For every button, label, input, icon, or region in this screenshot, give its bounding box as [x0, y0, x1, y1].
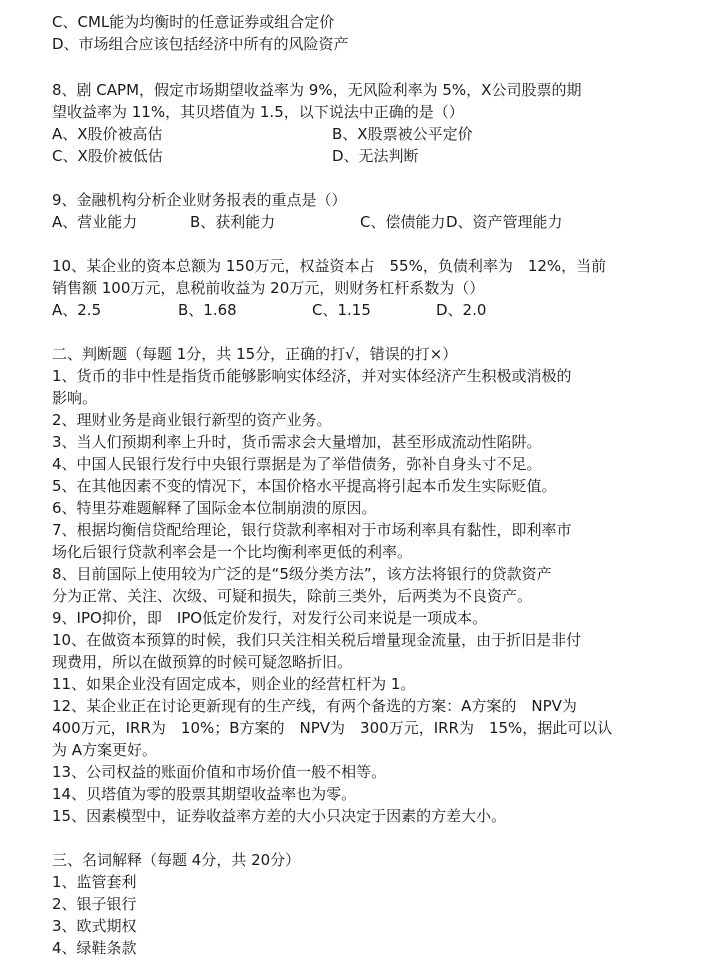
tf-line: 400万元，IRR为 10%；B方案的 NPV为 300万元，IRR为 15%，据此可以认: [52, 719, 613, 737]
tf-line: 现费用，所以在做预算的时候可疑忽略折旧。: [52, 653, 353, 671]
term-item: 4、绿鞋条款: [52, 939, 137, 957]
q8-option-c: C、X股价被低估: [52, 147, 163, 165]
tf-line: 15、因素模型中，证券收益率方差的大小只决定于因素的方差大小。: [52, 807, 507, 825]
tf-line: 影响。: [52, 389, 98, 407]
q9-option-a: A、营业能力: [52, 213, 138, 231]
q10-option-a: A、2.5: [52, 301, 102, 319]
tf-line: 场化后银行贷款利率会是一个比均衡利率更低的利率。: [52, 543, 413, 561]
q8-stem-line2: 望收益率为 11%，其贝塔值为 1.5，以下说法中正确的是（）: [52, 103, 464, 121]
tf-line: 7、根据均衡信贷配给理论，银行贷款利率相对于市场利率具有黏性，即利率市: [52, 521, 572, 539]
tf-line: 分为正常、关注、次级、可疑和损失，除前三类外，后两类为不良资产。: [52, 587, 533, 605]
q8-option-a: A、X股价被高估: [52, 125, 163, 143]
term-item: 3、欧式期权: [52, 917, 137, 935]
tf-line: 9、IPO抑价，即 IPO低定价发行，对发行公司来说是一项成本。: [52, 609, 488, 627]
q10-stem-line1: 10、某企业的资本总额为 150万元，权益资本占 55%，负债利率为 12%，当前: [52, 257, 607, 275]
q10-stem-line2: 销售额 100万元，息税前收益为 20万元，则财务杠杆系数为（）: [52, 279, 485, 297]
tf-line: 8、目前国际上使用较为广泛的是“5级分类方法”，该方法将银行的贷款资产: [52, 565, 552, 583]
tf-line: 13、公司权益的账面价值和市场价值一般不相等。: [52, 763, 387, 781]
q9-option-b: B、获利能力: [190, 213, 276, 231]
q8-option-b: B、X股票被公平定价: [332, 125, 473, 143]
prev-option-d: D、市场组合应该包括经济中所有的风险资产: [52, 35, 349, 53]
q8-stem-line1: 8、剧 CAPM，假定市场期望收益率为 9%，无风险利率为 5%，X公司股票的期: [52, 81, 582, 99]
tf-line: 5、在其他因素不变的情况下，本国价格水平提高将引起本币发生实际贬值。: [52, 477, 557, 495]
q10-option-b: B、1.68: [178, 301, 237, 319]
tf-line: 11、如果企业没有固定成本，则企业的经营杠杆为 1。: [52, 675, 416, 693]
q8-option-d: D、无法判断: [332, 147, 419, 165]
section3-title: 三、名词解释（每题 4分，共 20分）: [52, 851, 301, 869]
q9-option-c: C、偿债能力: [360, 213, 446, 231]
tf-line: 14、贝塔值为零的股票其期望收益率也为零。: [52, 785, 357, 803]
tf-line: 12、某企业正在讨论更新现有的生产线，有两个备选的方案：A方案的 NPV为: [52, 697, 577, 715]
q9-stem: 9、金融机构分析企业财务报表的重点是（）: [52, 191, 347, 209]
tf-line: 3、当人们预期利率上升时，货币需求会大量增加，甚至形成流动性陷阱。: [52, 433, 542, 451]
term-item: 2、银子银行: [52, 895, 137, 913]
tf-line: 4、中国人民银行发行中央银行票据是为了举借债务，弥补自身头寸不足。: [52, 455, 542, 473]
tf-line: 6、特里芬难题解释了国际金本位制崩溃的原因。: [52, 499, 377, 517]
q9-option-d: D、资产管理能力: [446, 213, 563, 231]
tf-line: 10、在做资本预算的时候，我们只关注相关税后增量现金流量，由于折旧是非付: [52, 631, 582, 649]
tf-line: 1、货币的非中性是指货币能够影响实体经济，并对实体经济产生积极或消极的: [52, 367, 572, 385]
q10-option-d: D、2.0: [436, 301, 487, 319]
tf-line: 2、理财业务是商业银行新型的资产业务。: [52, 411, 332, 429]
prev-option-c: C、CML能为均衡时的任意证券或组合定价: [52, 13, 335, 31]
section2-title: 二、判断题（每题 1分，共 15分，正确的打√，错误的打×）: [52, 345, 458, 363]
tf-line: 为 A方案更好。: [52, 741, 158, 759]
q10-option-c: C、1.15: [312, 301, 371, 319]
term-item: 1、监管套利: [52, 873, 137, 891]
